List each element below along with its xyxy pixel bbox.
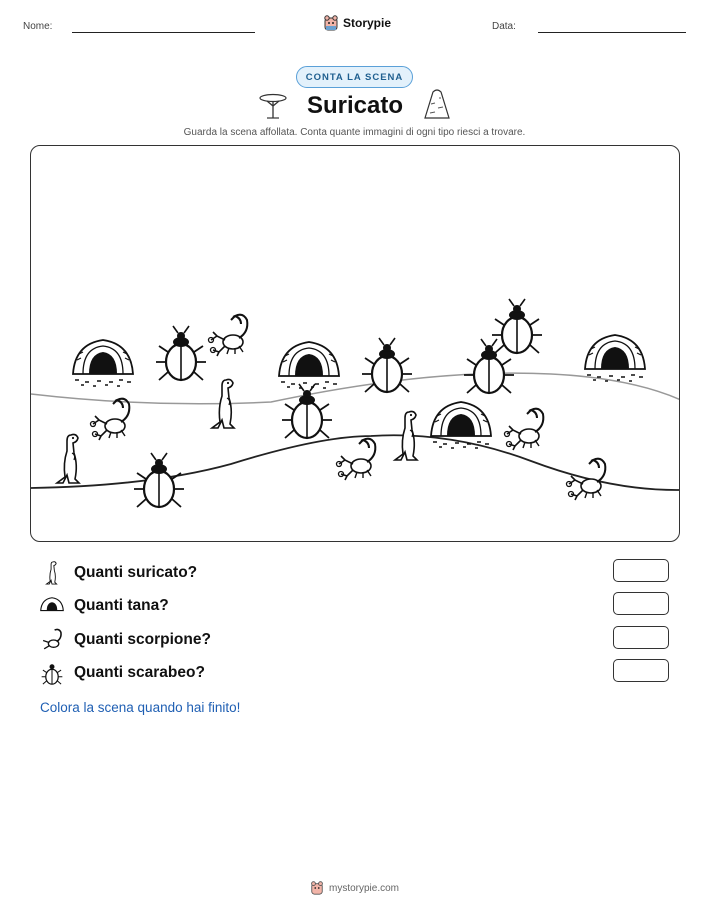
instructions: Guarda la scena affollata. Conta quante immagini di ogni tipo riesci a trovare. — [183, 127, 526, 138]
answer-box-beetle[interactable] — [613, 659, 669, 682]
question-row-meerkat — [40, 560, 670, 586]
activity-badge: CONTA LA SCENA — [296, 66, 413, 88]
storypie-mascot-icon — [310, 880, 324, 896]
termite-mound-icon — [422, 88, 452, 120]
meerkat-figure — [57, 434, 79, 483]
page-title: Suricato — [306, 92, 404, 119]
burrow-figure — [279, 342, 339, 388]
coloring-instruction: Colora la scena quando hai finito! — [40, 700, 241, 715]
question-text: Quanti tana? — [74, 597, 169, 614]
question-text: Quanti scarabeo? — [74, 664, 205, 681]
scorpion-figure — [505, 409, 544, 450]
brand-logo — [323, 13, 391, 33]
footer-url[interactable]: mystorypie.com — [328, 882, 399, 894]
answer-box-meerkat[interactable] — [613, 559, 669, 582]
answer-box-burrow[interactable] — [613, 592, 669, 615]
scene-picture[interactable] — [30, 145, 680, 542]
meerkat-icon — [40, 561, 64, 585]
storypie-mascot-icon — [323, 14, 339, 32]
date-line[interactable] — [538, 32, 686, 33]
question-text: Quanti suricato? — [74, 564, 198, 581]
footer — [0, 880, 709, 896]
burrow-figure — [73, 340, 133, 386]
burrow-icon — [40, 594, 64, 618]
scorpion-figure — [567, 459, 606, 500]
beetle-figure — [156, 326, 206, 380]
beetle-figure — [134, 453, 184, 507]
name-line[interactable] — [72, 32, 255, 33]
beetle-icon — [40, 661, 64, 685]
scorpion-icon — [40, 628, 64, 652]
acacia-tree-icon — [258, 92, 288, 120]
question-row-beetle — [40, 660, 670, 686]
brand-name: Storypie — [343, 16, 392, 30]
question-text: Quanti scorpione? — [74, 631, 211, 648]
beetle-figure — [492, 299, 542, 353]
scorpion-figure — [91, 399, 130, 440]
question-row-burrow — [40, 593, 670, 619]
question-row-scorpion — [40, 627, 670, 653]
scorpion-figure — [209, 315, 248, 356]
name-label: Nome: — [23, 21, 53, 32]
date-label: Data: — [492, 21, 516, 32]
answer-box-scorpion[interactable] — [613, 626, 669, 649]
scorpion-figure — [337, 439, 376, 480]
burrow-figure — [585, 335, 645, 381]
